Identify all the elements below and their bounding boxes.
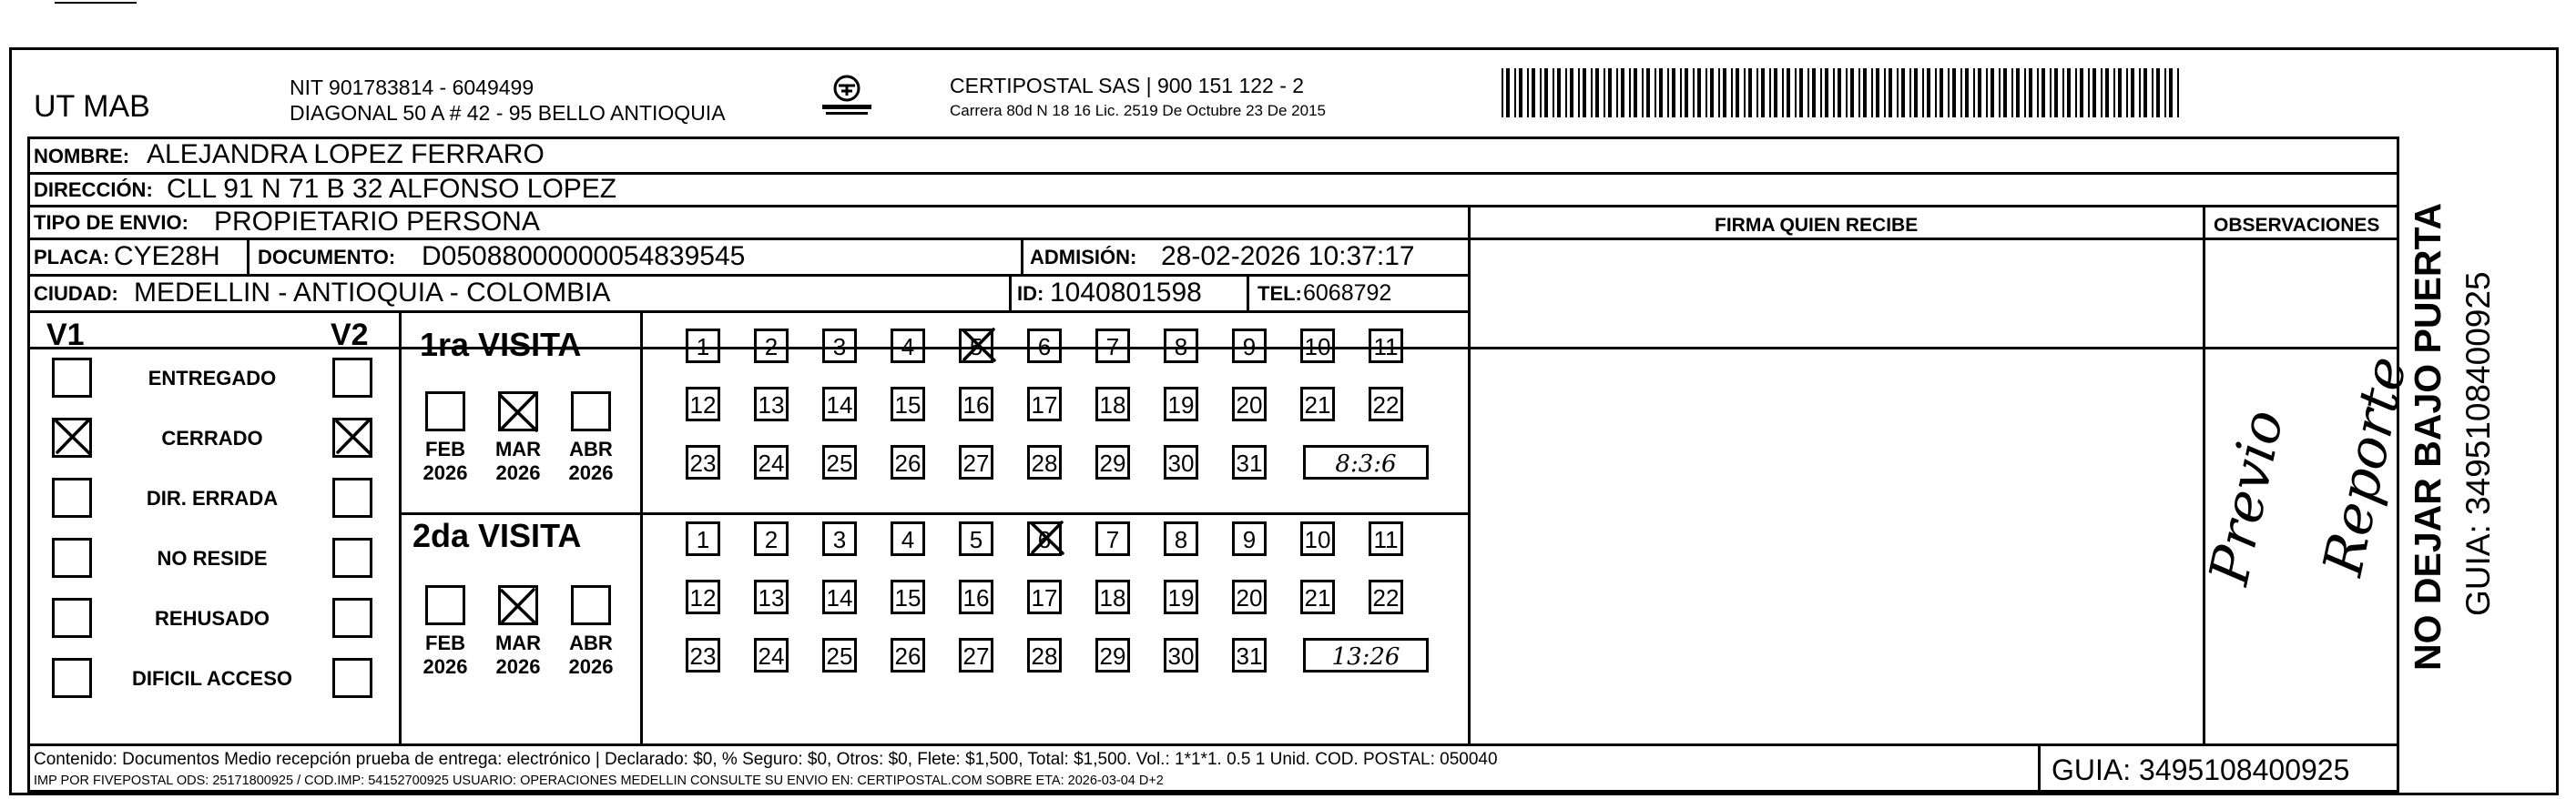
visit1-day-box[interactable]: 16 xyxy=(959,387,993,421)
barcode xyxy=(1502,68,2183,117)
address-label: DIRECCIÓN: xyxy=(34,178,153,201)
observation-handwriting-1: Previo xyxy=(2197,404,2296,591)
visit2-day-box[interactable]: 14 xyxy=(822,580,857,614)
visit1-day-box[interactable]: 10 xyxy=(1300,329,1335,363)
status-label: DIR. ERRADA xyxy=(146,487,279,510)
visit2-day-box[interactable]: 4 xyxy=(891,521,925,556)
visit1-day-box[interactable]: 26 xyxy=(891,445,925,480)
visit2-day-box[interactable]: 25 xyxy=(822,638,857,673)
visit2-day-box[interactable]: 24 xyxy=(754,638,789,673)
document-value: D05088000000054839545 xyxy=(422,241,746,271)
visit1-day-box[interactable]: 20 xyxy=(1232,387,1267,421)
visit1-month-checkbox[interactable] xyxy=(498,391,538,431)
visit2-day-box[interactable]: 28 xyxy=(1027,638,1062,673)
visit1-day-box[interactable]: 23 xyxy=(686,445,720,480)
visit1-day-box[interactable]: 30 xyxy=(1164,445,1198,480)
visit2-day-box[interactable]: 21 xyxy=(1300,580,1335,614)
visit2-day-box[interactable]: 27 xyxy=(959,638,993,673)
footer-contents: Contenido: Documentos Medio recepción prueba de entrega: electrónico | Declarado: $0, % Seguro: $0, Otros: $0, Flete: $1,500, Total: $1,500. Vol.: 1*1*1. 0.5 1 Unid. COD. POSTAL: 050040 xyxy=(34,750,1498,769)
status-label: DIFICIL ACCESO xyxy=(131,667,292,690)
visit2-day-box[interactable]: 13 xyxy=(754,580,789,614)
visit1-month-year: 2026 xyxy=(568,461,614,484)
visit2-day-box[interactable]: 23 xyxy=(686,638,720,673)
carrier-license: Carrera 80d N 18 16 Lic. 2519 De Octubre 23 De 2015 xyxy=(950,102,1326,119)
observations-header: OBSERVACIONES xyxy=(2214,215,2380,236)
side-guia: GUIA: 3495108400925 xyxy=(2459,271,2497,616)
delivery-receipt xyxy=(9,47,2559,795)
id-value: 1040801598 xyxy=(1050,278,1202,308)
visit2-month-year: 2026 xyxy=(568,655,614,678)
visit2-time-value: 13:26 xyxy=(1331,643,1400,671)
visit1-month-checkbox[interactable] xyxy=(571,391,611,431)
tel-value: 6068792 xyxy=(1303,280,1392,306)
status-label: REHUSADO xyxy=(155,607,270,630)
sender-name: UT MAB xyxy=(34,89,150,124)
visit1-day-box[interactable]: 28 xyxy=(1027,445,1062,480)
observation-handwriting-2: Reporte xyxy=(2311,350,2420,582)
visit2-day-box[interactable]: 26 xyxy=(891,638,925,673)
visit2-day-box[interactable]: 18 xyxy=(1095,580,1130,614)
visit2-day-box[interactable]: 19 xyxy=(1164,580,1198,614)
visit1-day-box[interactable]: 5 xyxy=(959,329,993,363)
visit1-day-box[interactable]: 21 xyxy=(1300,387,1335,421)
visit2-day-box[interactable]: 12 xyxy=(686,580,720,614)
visit1-day-box[interactable]: 8 xyxy=(1164,329,1198,363)
admission-label: ADMISIÓN: xyxy=(1030,246,1137,268)
visit2-day-box[interactable]: 3 xyxy=(822,521,857,556)
sender-nit: NIT 901783814 - 6049499 xyxy=(290,76,535,99)
document-label: DOCUMENTO: xyxy=(258,246,396,268)
visit1-day-box[interactable]: 25 xyxy=(822,445,857,480)
shipment-type: PROPIETARIO PERSONA xyxy=(214,207,540,237)
visit1-time-box[interactable] xyxy=(1303,445,1429,480)
visit2-day-box[interactable]: 20 xyxy=(1232,580,1267,614)
visit2-day-box[interactable]: 1 xyxy=(686,521,720,556)
plate-label: PLACA: xyxy=(34,246,110,268)
city-value: MEDELLIN - ANTIOQUIA - COLOMBIA xyxy=(134,278,611,308)
type-label: TIPO DE ENVIO: xyxy=(34,211,188,234)
visit2-day-box[interactable]: 5 xyxy=(959,521,993,556)
visit1-title: 1ra VISITA xyxy=(420,326,582,363)
visit1-day-box[interactable]: 7 xyxy=(1095,329,1130,363)
visit2-day-box[interactable]: 29 xyxy=(1095,638,1130,673)
top-edge-line xyxy=(55,2,137,4)
sender-address: DIAGONAL 50 A # 42 - 95 BELLO ANTIOQUIA xyxy=(290,101,726,125)
visit1-day-box[interactable]: 22 xyxy=(1369,387,1403,421)
visit2-day-box[interactable]: 8 xyxy=(1164,521,1198,556)
visit1-day-box[interactable]: 15 xyxy=(891,387,925,421)
visit1-day-box[interactable]: 2 xyxy=(754,329,789,363)
visit2-day-box[interactable]: 31 xyxy=(1232,638,1267,673)
visit2-day-box[interactable]: 11 xyxy=(1369,521,1403,556)
footer-guia: GUIA: 3495108400925 xyxy=(2052,753,2350,786)
visit1-day-box[interactable]: 29 xyxy=(1095,445,1130,480)
side-warning: NO DEJAR BAJO PUERTA xyxy=(2407,202,2449,671)
visit1-day-box[interactable]: 3 xyxy=(822,329,857,363)
visit1-day-box[interactable]: 17 xyxy=(1027,387,1062,421)
visit2-day-box[interactable]: 2 xyxy=(754,521,789,556)
visit2-month-year: 2026 xyxy=(423,655,468,678)
status-label: NO RESIDE xyxy=(157,547,268,570)
visit2-day-box[interactable]: 6 xyxy=(1027,521,1062,556)
status-label: ENTREGADO xyxy=(148,367,277,389)
visit1-month-checkbox[interactable] xyxy=(425,391,465,431)
visit2-day-box[interactable]: 15 xyxy=(891,580,925,614)
plate-value: CYE28H xyxy=(114,241,220,271)
visit1-day-box[interactable]: 31 xyxy=(1232,445,1267,480)
visit1-day-box[interactable]: 27 xyxy=(959,445,993,480)
status-label: CERRADO xyxy=(161,427,263,450)
visit2-day-box[interactable]: 7 xyxy=(1095,521,1130,556)
tel-label: TEL: xyxy=(1257,282,1302,305)
visit1-day-box[interactable]: 19 xyxy=(1164,387,1198,421)
name-label: NOMBRE: xyxy=(34,145,130,167)
visit2-day-box[interactable]: 30 xyxy=(1164,638,1198,673)
visit2-day-box[interactable]: 9 xyxy=(1232,521,1267,556)
visit1-day-box[interactable]: 14 xyxy=(822,387,857,421)
recipient-name: ALEJANDRA LOPEZ FERRARO xyxy=(147,139,545,169)
visit2-month-checkbox[interactable] xyxy=(571,585,611,625)
visit1-day-box[interactable]: 12 xyxy=(686,387,720,421)
visit2-day-box[interactable]: 22 xyxy=(1369,580,1403,614)
visit1-day-box[interactable]: 6 xyxy=(1027,329,1062,363)
visit1-day-box[interactable]: 13 xyxy=(754,387,789,421)
visit1-month-name: MAR xyxy=(494,438,542,460)
visit2-time-box[interactable] xyxy=(1303,638,1429,673)
admission-value: 28-02-2026 10:37:17 xyxy=(1161,241,1415,271)
visit2-month-name: MAR xyxy=(494,632,542,654)
visit1-day-box[interactable]: 9 xyxy=(1232,329,1267,363)
visit1-month-name: FEB xyxy=(425,438,465,460)
visit2-month-name: ABR xyxy=(569,632,613,654)
visit1-day-box[interactable]: 4 xyxy=(891,329,925,363)
recipient-address: CLL 91 N 71 B 32 ALFONSO LOPEZ xyxy=(167,174,617,204)
visit1-day-box[interactable]: 24 xyxy=(754,445,789,480)
visit1-day-box[interactable]: 1 xyxy=(686,329,720,363)
visit2-day-box[interactable]: 16 xyxy=(959,580,993,614)
footer-print-info: IMP POR FIVEPOSTAL ODS: 25171800925 / COD.IMP: 54152700925 USUARIO: OPERACIONES MEDELLIN CONSULTE SU ENVIO EN: CERTIPOSTAL.COM SOBRE ETA: 2026-03-04 D+2 xyxy=(34,774,1164,788)
visit1-day-box[interactable]: 18 xyxy=(1095,387,1130,421)
certipostal-logo xyxy=(815,74,879,119)
visit2-month-name: FEB xyxy=(425,632,465,654)
visit2-month-checkbox[interactable] xyxy=(425,585,465,625)
visit1-month-year: 2026 xyxy=(495,461,541,484)
carrier-name: CERTIPOSTAL SAS | 900 151 122 - 2 xyxy=(950,74,1305,97)
visit2-month-checkbox[interactable] xyxy=(498,585,538,625)
visit1-month-name: ABR xyxy=(569,438,613,460)
visit2-day-box[interactable]: 10 xyxy=(1300,521,1335,556)
id-label: ID: xyxy=(1017,282,1044,305)
signature-header: FIRMA QUIEN RECIBE xyxy=(1715,215,1919,236)
visit1-day-box[interactable]: 11 xyxy=(1369,329,1403,363)
visit2-month-year: 2026 xyxy=(495,655,541,678)
visit1-time-value: 8:3:6 xyxy=(1335,450,1397,478)
visit2-day-box[interactable]: 17 xyxy=(1027,580,1062,614)
city-label: CIUDAD: xyxy=(34,282,118,305)
v1-label: V1 xyxy=(46,318,85,352)
v2-label: V2 xyxy=(331,318,369,352)
visit1-month-year: 2026 xyxy=(423,461,468,484)
visit2-title: 2da VISITA xyxy=(412,517,582,554)
